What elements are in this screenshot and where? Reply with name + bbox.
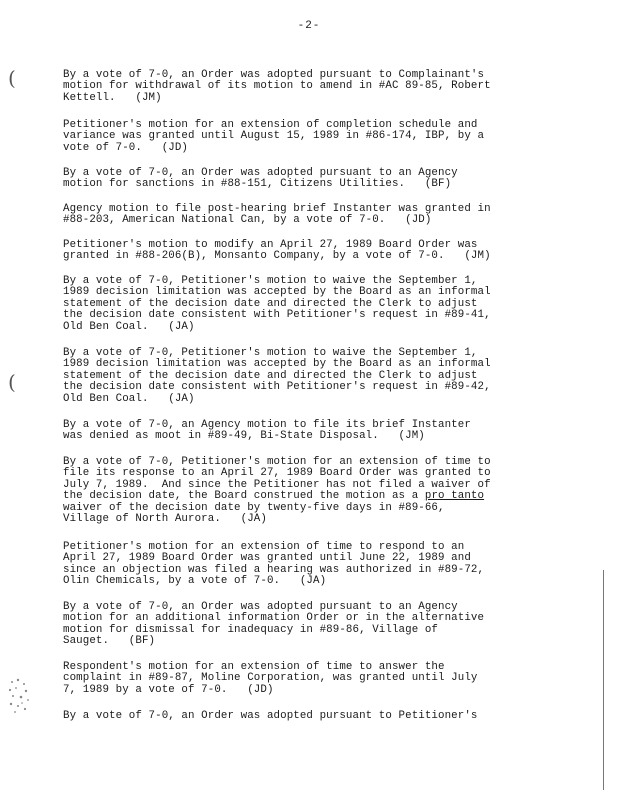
margin-bracket-mark: (	[8, 370, 16, 394]
emphasis-pro-tanto: pro tanto	[424, 490, 485, 503]
paragraph: Petitioner's motion for an extension of completion schedule and variance was granted until August 15, 1989 in #86-174, IBP, by a vote of 7-0. (JD)	[63, 119, 485, 154]
paragraph: Petitioner's motion for an extension of time to respond to an April 27, 1989 Board Order was granted until June 22, 1989 and since an objection was filed a hearing was authorized in #89-72, Olin Chemicals, by a vote of 7-0. (JA)	[63, 541, 485, 588]
paragraph: By a vote of 7-0, Petitioner's motion for an extension of time to file its response to an April 27, 1989 Board Order was granted to July 7, 1989. And since the Petitioner has not filed a waiver of the decision date, the Board construed the motion as a pro tanto waiver of the decision date by twenty-five days in #89-66, Village of North Aurora. (JA)	[63, 456, 491, 526]
margin-bracket-mark: (	[8, 66, 16, 90]
paragraph: By a vote of 7-0, an Order was adopted pursuant to Complainant's motion for withdrawal of its motion to amend in #AC 89-85, Robert Kettell. (JM)	[63, 69, 491, 104]
page-number: -2-	[297, 20, 321, 32]
paragraph: By a vote of 7-0, an Order was adopted pursuant to an Agency motion for an additional information Order or in the alternative motion for dismissal for inadequacy in #89-86, Village of Sauget. (BF)	[63, 601, 485, 648]
paragraph: By a vote of 7-0, an Order was adopted pursuant to an Agency motion for sanctions in #88-151, Citizens Utilities. (BF)	[63, 167, 458, 191]
paragraph: By a vote of 7-0, Petitioner's motion to waive the September 1, 1989 decision limitation was accepted by the Board as an informal statement of the decision date and directed the Clerk to adjust the decision date consistent with Petitioner's request in #89-41, Old Ben Coal. (JA)	[63, 275, 491, 333]
paragraph: Respondent's motion for an extension of time to answer the complaint in #89-87, Moline Corporation, was granted until July 7, 1989 by a vote of 7-0. (JD)	[63, 661, 478, 696]
paragraph: By a vote of 7-0, Petitioner's motion to waive the September 1, 1989 decision limitation was accepted by the Board as an informal statement of the decision date and directed the Clerk to adjust the decision date consistent with Petitioner's request in #89-42, Old Ben Coal. (JA)	[63, 347, 491, 405]
paragraph: Petitioner's motion to modify an April 27, 1989 Board Order was granted in #88-206(B), Monsanto Company, by a vote of 7-0. (JM)	[63, 239, 491, 263]
paragraph: Agency motion to file post-hearing brief Instanter was granted in #88-203, American National Can, by a vote of 7-0. (JD)	[63, 203, 491, 227]
scan-edge-line	[603, 570, 604, 790]
paragraph: By a vote of 7-0, an Agency motion to file its brief Instanter was denied as moot in #89-49, Bi-State Disposal. (JM)	[63, 419, 471, 443]
paragraph: By a vote of 7-0, an Order was adopted pursuant to Petitioner's	[63, 710, 478, 722]
punch-hole-smudge	[6, 676, 34, 716]
